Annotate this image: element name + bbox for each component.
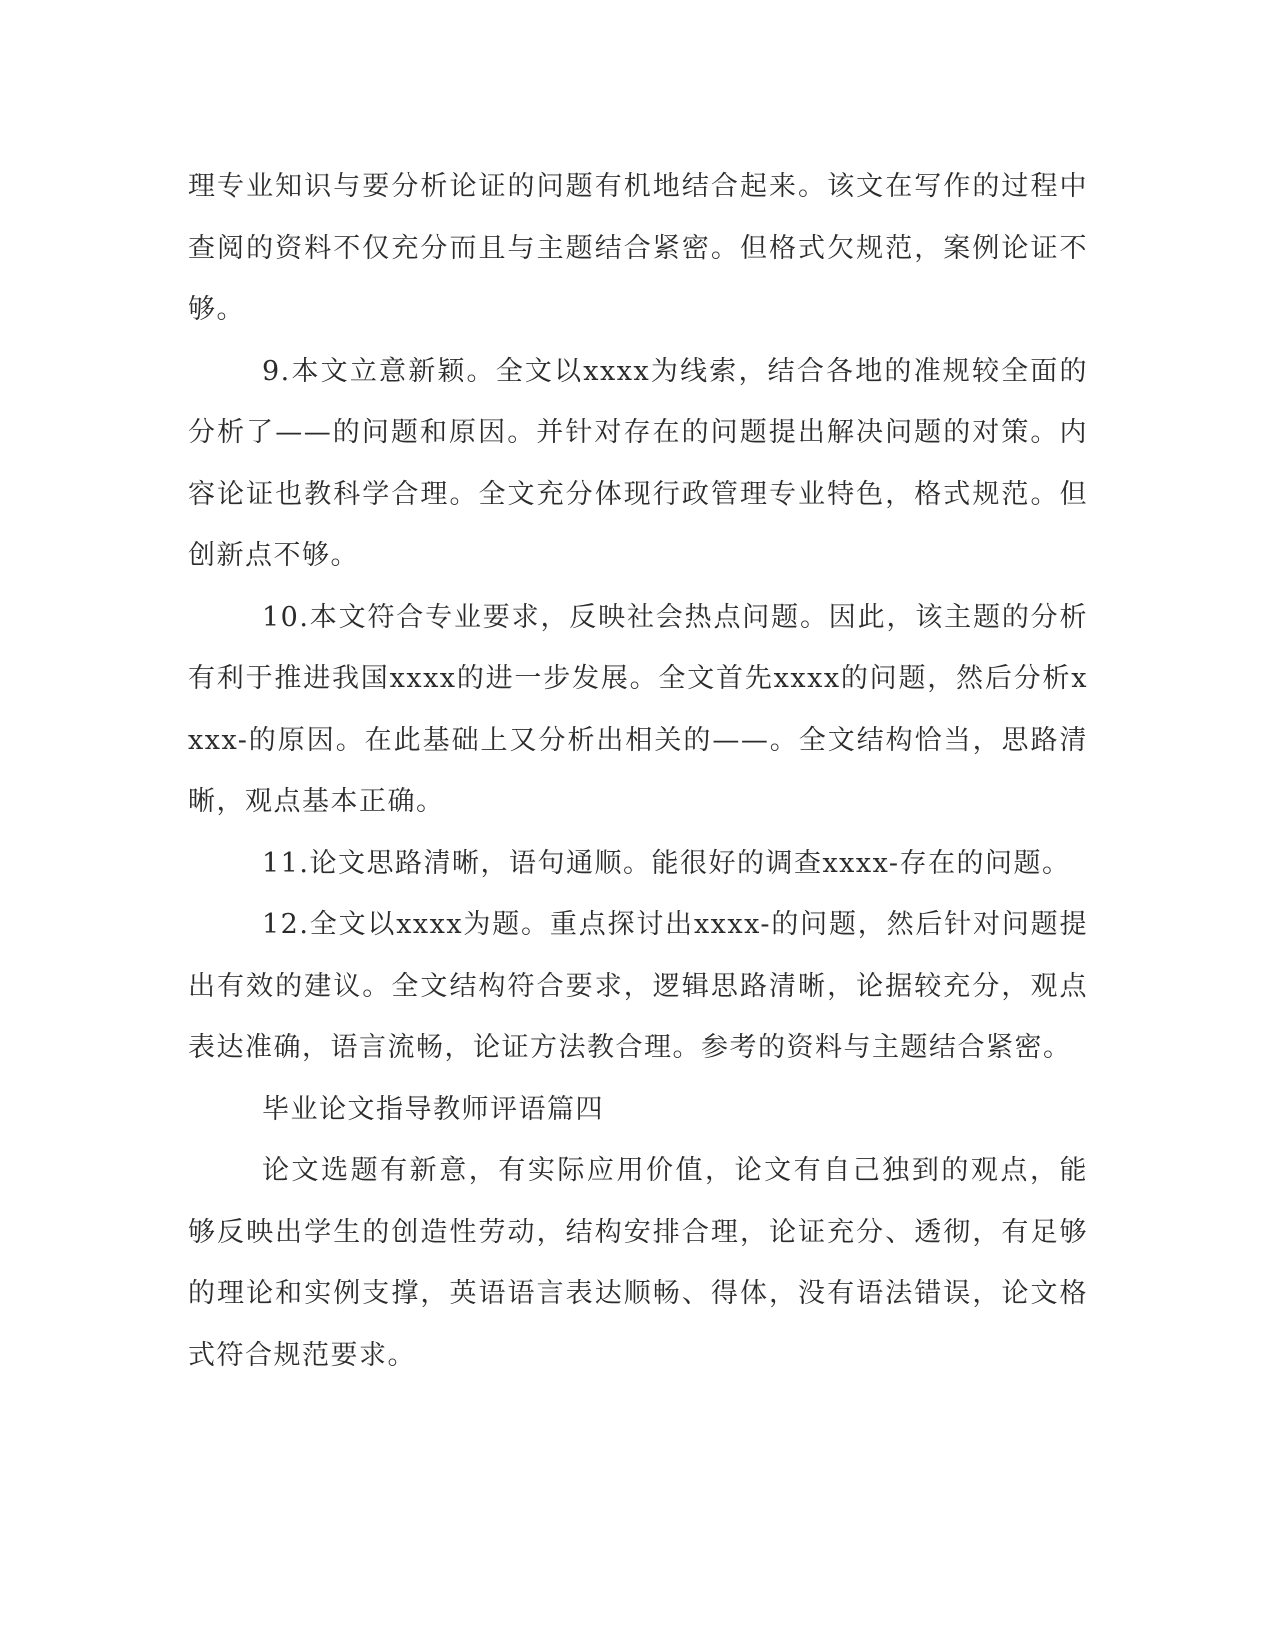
- paragraph-continuation: 理专业知识与要分析论证的问题有机地结合起来。该文在写作的过程中查阅的资料不仅充分而且与主题结合紧密。但格式欠规范，案例论证不够。: [188, 171, 1088, 325]
- section-heading: 毕业论文指导教师评语篇四: [262, 1093, 604, 1125]
- paragraph-comment-10: 10.本文符合专业要求，反映社会热点问题。因此，该主题的分析有利于推进我国xxxx的进一步发展。全文首先xxxx的问题，然后分析xxxx-的原因。在此基础上又分析出相关的——。全文结构恰当，思路清晰，观点基本正确。: [188, 601, 1088, 817]
- paragraph-comment-9: 9.本文立意新颖。全文以xxxx为线索，结合各地的准规较全面的分析了——的问题和原因。并针对存在的问题提出解决问题的对策。内容论证也教科学合理。全文充分体现行政管理专业特色，格式规范。但创新点不够。: [188, 355, 1088, 571]
- paragraph-comment-11: 11.论文思路清晰，语句通顺。能很好的调查xxxx-存在的问题。: [262, 847, 1071, 879]
- paragraph-comment-12: 12.全文以xxxx为题。重点探讨出xxxx-的问题，然后针对问题提出有效的建议。全文结构符合要求，逻辑思路清晰，论据较充分，观点表达准确，语言流畅，论证方法教合理。参考的资料与主题结合紧密。: [188, 909, 1088, 1063]
- document-body: [188, 156, 1088, 1386]
- paragraph-section-four: 论文选题有新意，有实际应用价值，论文有自己独到的观点，能够反映出学生的创造性劳动，结构安排合理，论证充分、透彻，有足够的理论和实例支撑，英语语言表达顺畅、得体，没有语法错误，论文格式符合规范要求。: [188, 1155, 1088, 1371]
